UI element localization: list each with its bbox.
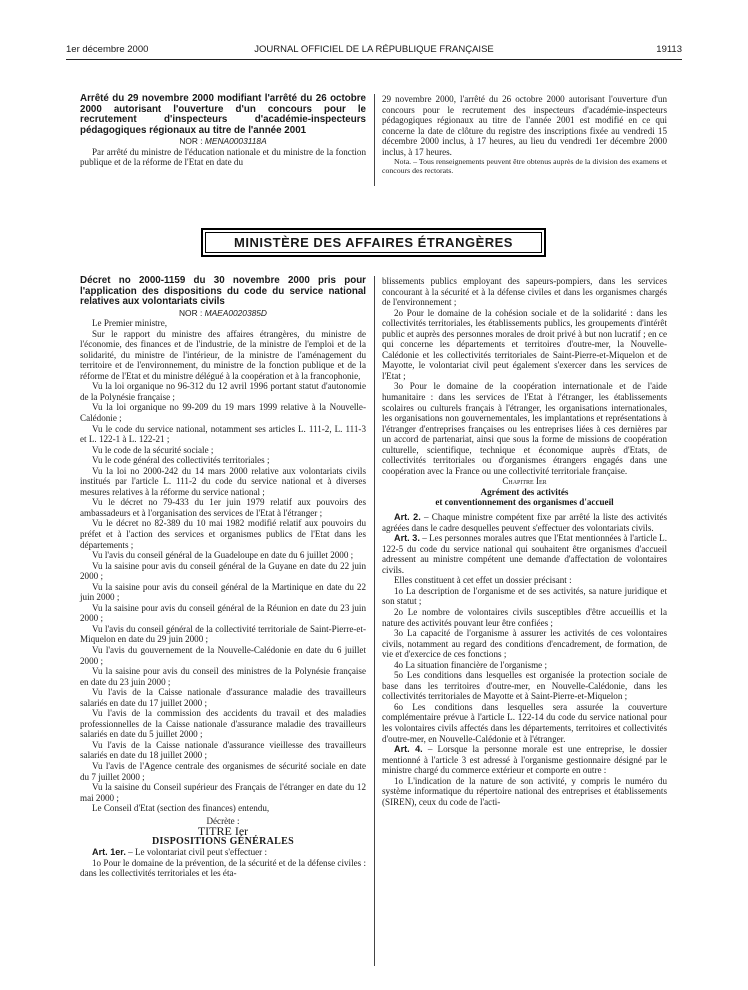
visa-paragraph: Vu le code de la sécurité sociale ; xyxy=(92,444,214,455)
visa-paragraph: Vu la saisine pour avis du conseil général de la Guyane en date du 22 juin 2000 ; xyxy=(80,560,366,582)
article-3-items xyxy=(382,586,667,744)
article-3-item: 6o Les conditions dans lesquelles sera assurée la couverture complémentaire prévue à l'article L. 122-14 du code du service national pour les volontaires civils affectés dans les départements, territoires et collectivités d'outre-mer, en Nouvelle-Calédonie et à l'étranger. xyxy=(382,701,667,744)
ministry-heading: MINISTÈRE DES AFFAIRES ÉTRANGÈRES xyxy=(234,235,513,250)
visa-paragraph: Vu le décret no 79-433 du 1er juin 1979 relatif aux pouvoirs des ambassadeurs et à l'organisation des services de l'Etat à l'étranger ; xyxy=(80,497,366,518)
arrete-body-continued: 29 novembre 2000, l'arrêté du 26 octobre 2000 autorisant l'ouverture d'un concours pour le recrutement des inspecteurs d'académie-inspecteurs pédagogiques régionaux au titre de l'année 2001 est modifié en ce qui concerne la date de clôture du registre des inscriptions fixée au vendredi 15 décembre 2000 inclus, à 17 heures, au lieu du vendredi 1er décembre 2000 inclus, à 17 heures. xyxy=(382,94,667,157)
journal-title: JOURNAL OFFICIEL DE LA RÉPUBLIQUE FRANÇAISE xyxy=(254,44,494,55)
article-3-text: – Les personnes morales autres que l'Etat mentionnées à l'article L. 122-5 du code du service national qui souhaitent être organismes d'accueil adressent au ministre compétent une demande d'affectation de volontaires civils. xyxy=(382,533,667,575)
visa-paragraph: Vu la saisine du Conseil supérieur des Français de l'étranger en date du 12 mai 2000 ; xyxy=(80,782,366,803)
page-header xyxy=(66,44,682,58)
article-4-label: Art. 4. xyxy=(394,744,423,755)
top-left-column xyxy=(80,94,366,168)
nor-code: MAEA0020385D xyxy=(204,307,267,318)
visa-paragraph: Vu le décret no 82-389 du 10 mai 1982 modifié relatif aux pouvoirs du préfet et à l'action des services et organismes publics de l'Etat dans les départements ; xyxy=(80,518,366,550)
visa-paragraph: Vu la saisine pour avis du conseil des ministres de la Polynésie française en date du 23 juin 2000 ; xyxy=(80,666,366,687)
ministry-heading-box xyxy=(201,228,546,257)
visa-paragraph: Vu l'avis de la Caisse nationale d'assurance maladie des travailleurs salariés en date du 17 juillet 2000 ; xyxy=(80,687,366,708)
article-2-label: Art. 2. xyxy=(394,512,421,523)
visa-paragraph: Vu le code général des collectivités territoriales ; xyxy=(92,455,270,466)
arrete-nor xyxy=(80,136,366,147)
header-rule xyxy=(66,59,682,60)
decrete: Décrète : xyxy=(206,815,240,826)
article-3 xyxy=(382,533,667,575)
article-3-label: Art. 3. xyxy=(394,533,420,544)
visa-paragraph: Sur le rapport du ministre des affaires étrangères, du ministre de l'économie, des finances et de l'industrie, de la ministre de l'emploi et de la solidarité, du ministre de l'intérieur, de la ministre de l'aménagement du territoire et de l'environnement, du ministre de la fonction publique et de la réforme de l'Etat et du ministre délégué à la coopération et à la francophonie, xyxy=(80,328,366,381)
decree-left-column xyxy=(80,276,366,879)
visa-paragraph: Vu le code du service national, notamment ses articles L. 111-2, L. 111-3 et L. 122-1 à L. 122-21 ; xyxy=(80,423,366,445)
article-3-item: 3o La capacité de l'organisme à assurer les activités de ces volontaires civils, notamment au regard des conditions d'encadrement, de formation, de vie et d'exercice de ces fonctions ; xyxy=(382,628,667,660)
article-1-item-2: 2o Pour le domaine de la cohésion sociale et de la solidarité : dans les collectivités territoriales, les établissements publics, les groupements d'intérêt public et auprès des personnes morales de droit privé à but non lucratif ; en ce qui concerne les départements et territoires d'outre-mer, la Nouvelle-Calédonie et les collectivités territoriales de Saint-Pierre-et-Miquelon et de Mayotte, le volontariat civil peut également s'exercer dans les services de l'Etat ; xyxy=(382,307,667,381)
visa-paragraph: Vu la loi organique no 96-312 du 12 avril 1996 portant statut d'autonomie de la Polynésie française ; xyxy=(80,381,366,402)
chapter-title-line-2: et conventionnement des organismes d'accueil xyxy=(435,497,614,508)
visa-paragraph: Vu l'avis du gouvernement de la Nouvelle-Calédonie en date du 6 juillet 2000 ; xyxy=(80,645,366,666)
visa-paragraph: Vu l'avis de la Caisse nationale d'assurance vieillesse des travailleurs salariés en date du 18 juillet 2000 ; xyxy=(80,739,366,761)
top-right-column xyxy=(382,94,667,175)
page-number: 19113 xyxy=(656,44,682,55)
article-1-item-1-continued: blissements publics employant des sapeurs-pompiers, dans les services concourant à la sécurité et à la défense civiles et dans les organismes chargés de l'environnement ; xyxy=(382,276,667,308)
article-3-item: 5o Les conditions dans lesquelles est organisée la protection sociale de base dans les territoires d'outre-mer, en Nouvelle-Calédonie, dans les collectivités territoriales de Mayotte et à Saint-Pierre-et-Miquelon ; xyxy=(382,670,667,702)
visa-paragraph: Le Premier ministre, xyxy=(92,318,168,329)
article-4-text: – Lorsque la personne morale est une entreprise, le dossier mentionné à l'article 3 est adressé à l'organisme gestionnaire désigné par le ministre chargé du commerce extérieur et comporte en outre : xyxy=(382,744,667,776)
chapter-title-line-1: Agrément des activités xyxy=(480,486,569,497)
visa-paragraph: Vu la saisine pour avis du conseil général de la Martinique en date du 22 juin 2000 ; xyxy=(80,581,366,603)
arrete-title: Arrêté du 29 novembre 2000 modifiant l'arrêté du 26 octobre 2000 autorisant l'ouverture d'un concours pour le recrutement d'inspecteurs d'académie-inspecteurs pédagogiques régionaux au titre de l'année 2001 xyxy=(80,93,366,136)
visa-paragraph: Vu l'avis de la commission des accidents du travail et des maladies professionnelles de la Caisse nationale d'assurance maladie des travailleurs salariés en date du 5 juillet 2000 ; xyxy=(80,708,366,740)
titre-heading: TITRE Ier xyxy=(197,824,249,839)
decree-visas xyxy=(80,318,366,814)
arrete-body: Par arrêté du ministre de l'éducation nationale et du ministre de la fonction publique et de la réforme de l'Etat en date du xyxy=(80,146,366,168)
dispositions-heading: DISPOSITIONS GÉNÉRALES xyxy=(152,835,294,847)
article-2 xyxy=(382,512,667,533)
nor-label: NOR : xyxy=(179,136,203,146)
column-divider xyxy=(374,94,375,186)
visa-paragraph: Vu la loi organique no 99-209 du 19 mars 1999 relative à la Nouvelle-Calédonie ; xyxy=(80,402,366,423)
nor-label: NOR : xyxy=(179,307,203,318)
article-4 xyxy=(382,744,667,776)
article-1 xyxy=(80,847,366,858)
article-3-item: 4o La situation financière de l'organisme ; xyxy=(394,659,547,670)
visa-paragraph: Vu la saisine pour avis du conseil général de la Réunion en date du 23 juin 2000 ; xyxy=(80,602,366,624)
arrete-nota: Nota. – Tous renseignements peuvent être obtenus auprès de la division des examens et concours des rectorats. xyxy=(382,157,667,176)
header-date: 1er décembre 2000 xyxy=(66,44,149,55)
visa-paragraph: Vu l'avis du conseil général de la collectivité territoriale de Saint-Pierre-et-Miquelon en date du 29 juin 2000 ; xyxy=(80,623,366,645)
visa-paragraph: Vu l'avis de l'Agence centrale des organismes de sécurité sociale en date du 7 juillet 2000 ; xyxy=(80,761,366,782)
chapter-heading: Chapitre Ier xyxy=(502,476,547,487)
article-2-text: – Chaque ministre compétent fixe par arrêté la liste des activités agréées dans le cadre desquelles peuvent s'effectuer des volontariats civils. xyxy=(382,512,667,533)
article-1-item-3: 3o Pour le domaine de la coopération internationale et de l'aide humanitaire : dans les services de l'Etat à l'étranger, les établissements scolaires ou culturels français à l'étranger, les organisations internationales, les organisations non gouvernementales, les implantations et représentations à l'étranger d'entreprises françaises ou les entreprises liées à ces dernières par un accord de partenariat, ainsi que sous la forme de missions de coopération culturelle, scientifique, technique et économique auprès d'Etats, de collectivités territoriales ou d'organismes étrangers engagés dans une coopération avec la France ou une collectivité territoriale française. xyxy=(382,381,667,476)
article-3-item: 2o Le nombre de volontaires civils susceptibles d'être accueillis et la nature des activités pouvant leur être confiées ; xyxy=(382,606,667,628)
decree-title: Décret no 2000-1159 du 30 novembre 2000 pris pour l'application des dispositions du code du service national relatives aux volontariats civils xyxy=(80,275,366,307)
article-3-intro: Elles constituent à cet effet un dossier précisant : xyxy=(394,575,572,586)
article-1-item-1: 1o Pour le domaine de la prévention, de la sécurité et de la défense civiles : dans les collectivités territoriales et les éta- xyxy=(80,857,366,879)
main-column-divider xyxy=(374,276,375,966)
decree-right-column xyxy=(382,276,667,807)
decree-nor xyxy=(80,308,366,319)
visa-paragraph: Vu la loi no 2000-242 du 14 mars 2000 relative aux volontariats civils institués par l'article L. 111-2 du code du service national et à diverses mesures relatives à la réforme du service national ; xyxy=(80,465,366,497)
visa-paragraph: Le Conseil d'Etat (section des finances) entendu, xyxy=(92,803,270,814)
nor-code: MENA0003118A xyxy=(204,136,267,146)
article-1-label: Art. 1er. xyxy=(92,847,126,858)
article-4-item-1: 1o L'indication de la nature de son activité, y compris le numéro du système informatique du répertoire national des entreprises et établissements (SIREN), ceux du code de l'acti- xyxy=(382,775,667,807)
article-3-item: 1o La description de l'organisme et de ses activités, sa nature juridique et son statut ; xyxy=(382,585,667,607)
visa-paragraph: Vu l'avis du conseil général de la Guadeloupe en date du 6 juillet 2000 ; xyxy=(92,550,354,561)
article-1-text: – Le volontariat civil peut s'effectuer : xyxy=(128,847,267,858)
